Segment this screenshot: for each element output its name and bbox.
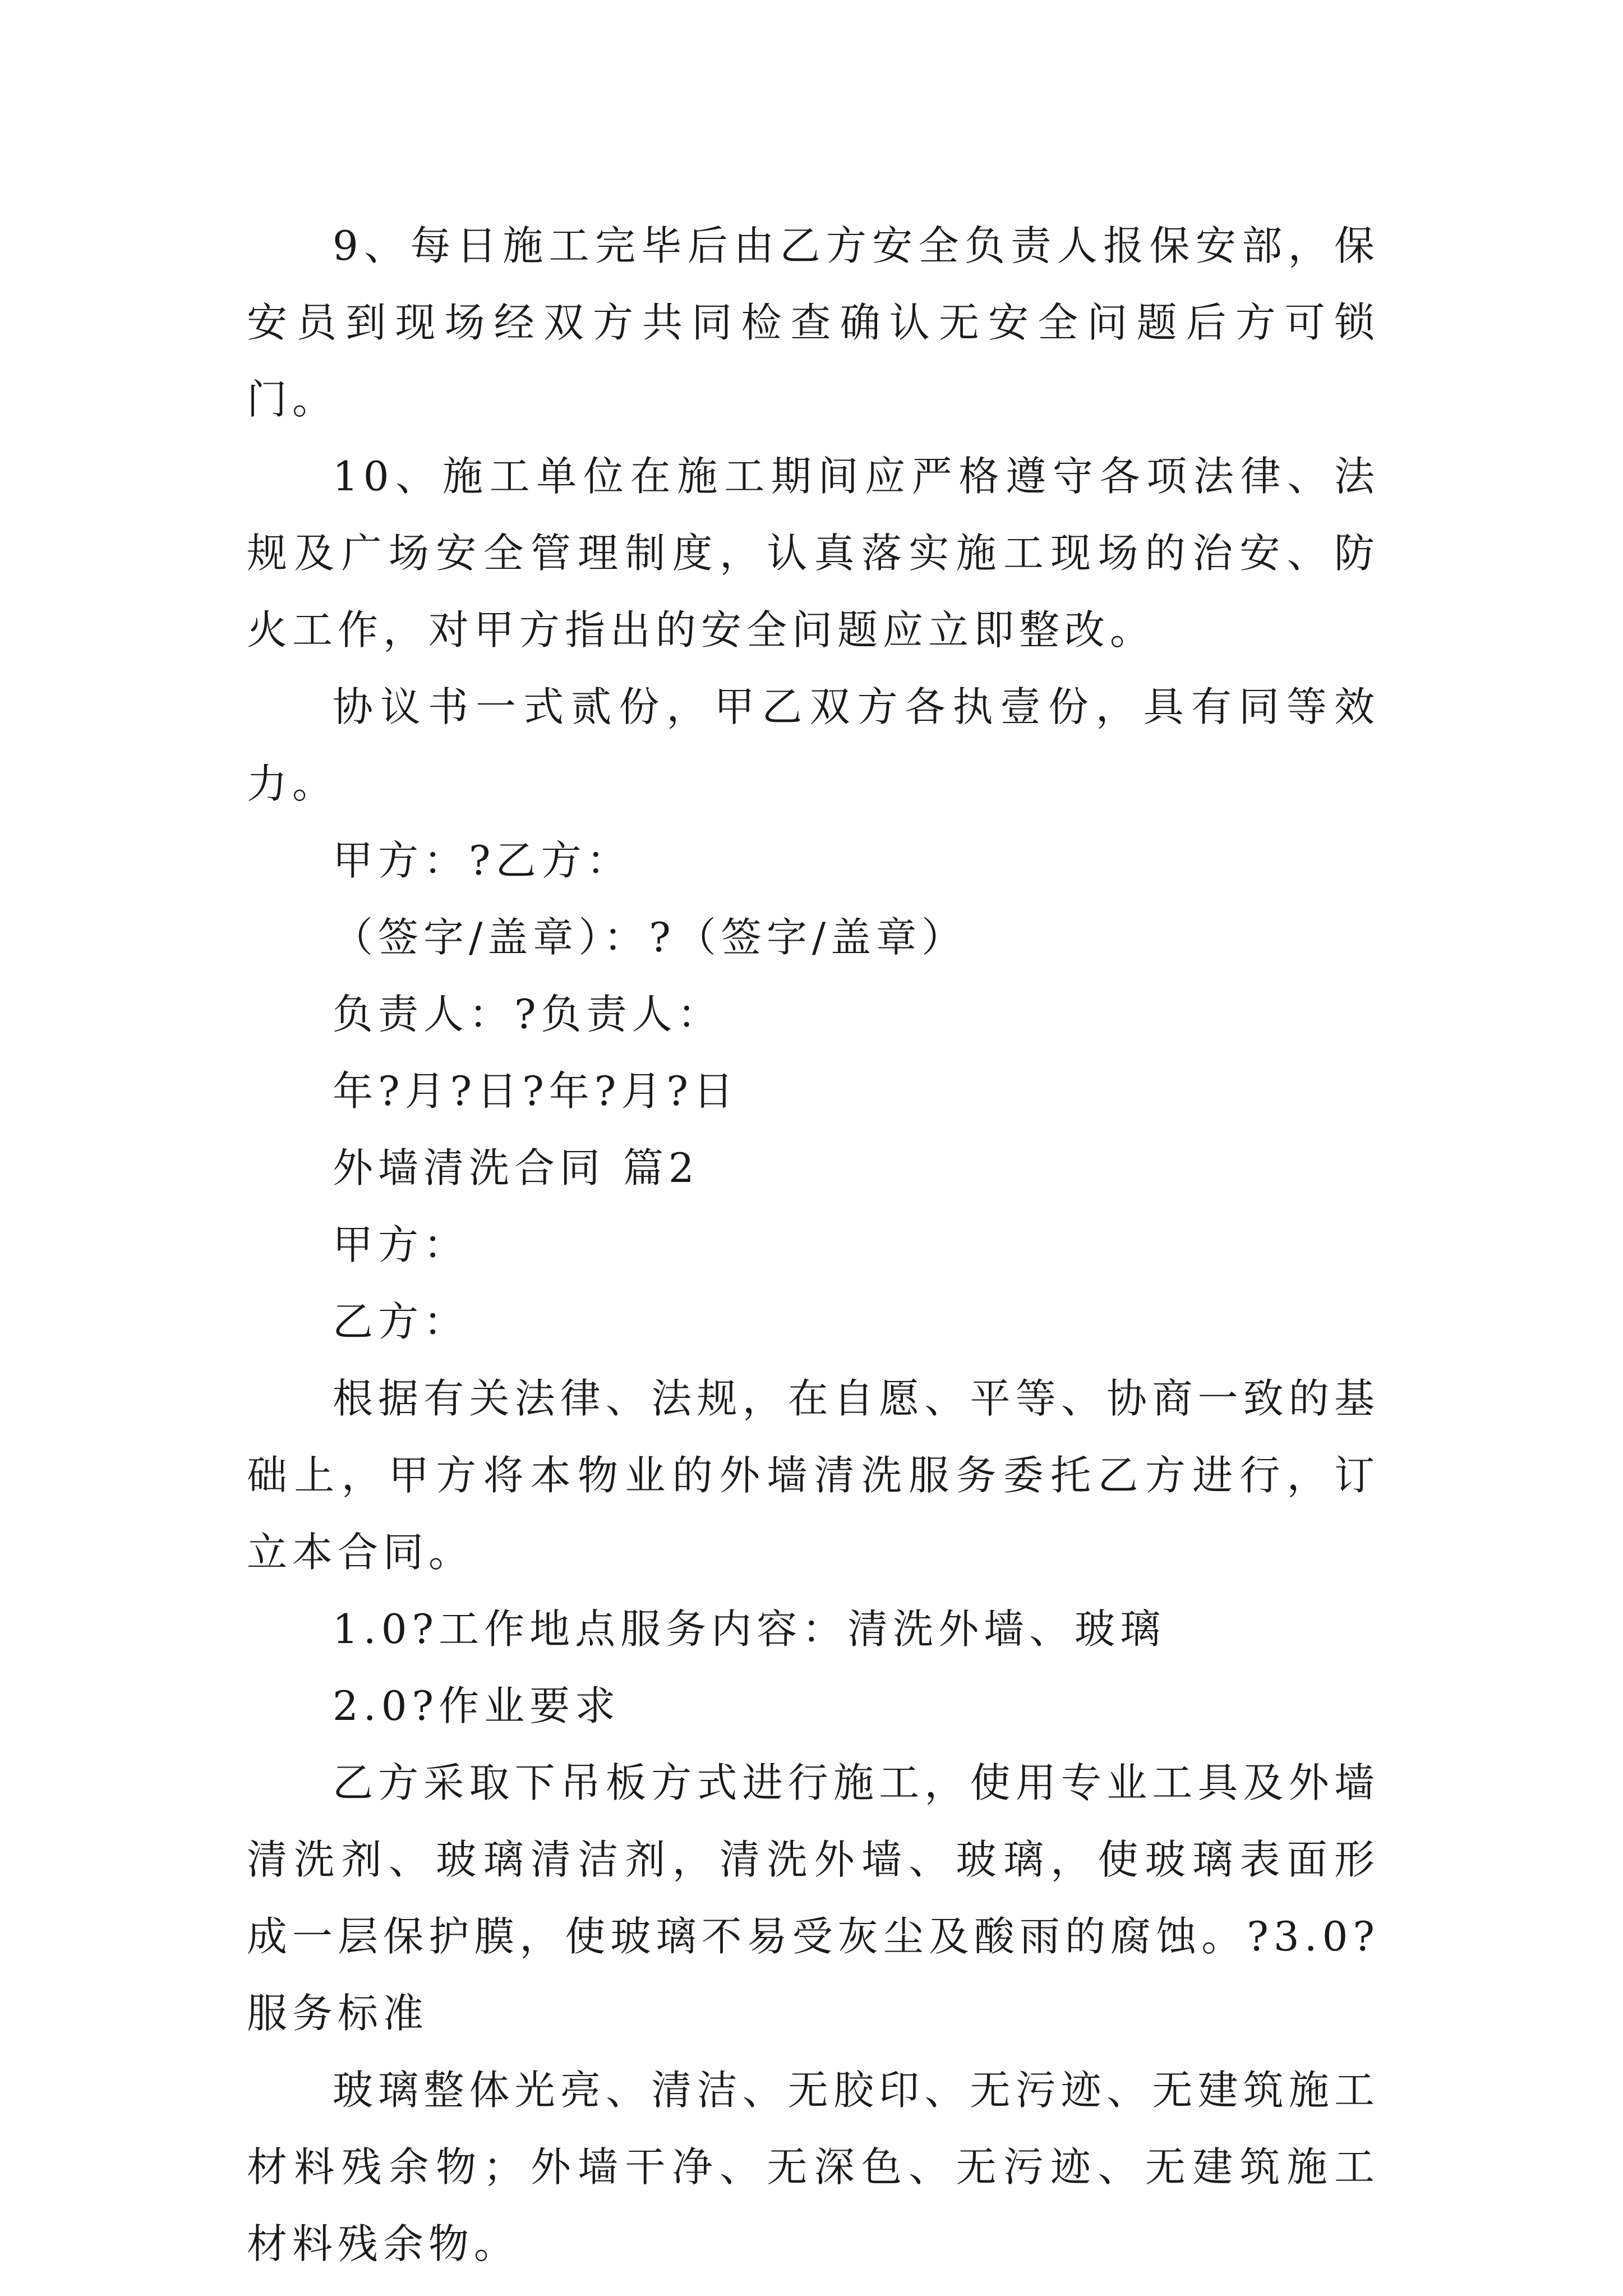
party-b-label: 乙方： bbox=[333, 1298, 469, 1345]
copies-statement: 协议书一式贰份，甲乙双方各执壹份，具有同等效力。 bbox=[247, 683, 1380, 807]
service-standard: 玻璃整体光亮、清洁、无胶印、无污迹、无建筑施工材料残余物；外墙干净、无深色、无污迹、无建筑施工材料残余物。 bbox=[247, 2067, 1380, 2267]
clause-9: 9、每日施工完毕后由乙方安全负责人报保安部，保安员到现场经双方共同检查确认无安全问题后方可锁门。 bbox=[247, 222, 1380, 423]
responsible-person-line: 负责人：?负责人： bbox=[333, 991, 723, 1038]
contract-title: 外墙清洗合同 篇2 bbox=[333, 1144, 699, 1191]
signature-line: （签字/盖章）：?（签字/盖章） bbox=[333, 914, 967, 961]
document-body bbox=[247, 208, 1380, 2283]
preamble: 根据有关法律、法规，在自愿、平等、协商一致的基础上，甲方将本物业的外墙清洗服务委托乙方进行，订立本合同。 bbox=[247, 1375, 1380, 1576]
date-line: 年?月?日?年?月?日 bbox=[333, 1068, 739, 1115]
clause-10: 10、施工单位在施工期间应严格遵守各项法律、法规及广场安全管理制度，认真落实施工现场的治安、防火工作，对甲方指出的安全问题应立即整改。 bbox=[247, 453, 1380, 654]
party-a-label: 甲方： bbox=[333, 1221, 469, 1268]
work-method: 乙方采取下吊板方式进行施工，使用专业工具及外墙清洗剂、玻璃清洁剂，清洗外墙、玻璃，使玻璃表面形成一层保护膜，使玻璃不易受灰尘及酸雨的腐蚀。?3.0?服务标准 bbox=[247, 1759, 1380, 2037]
section-1-0: 1.0?工作地点服务内容：清洗外墙、玻璃 bbox=[333, 1605, 1166, 1653]
party-labels: 甲方：?乙方： bbox=[333, 837, 632, 884]
section-2-0: 2.0?作业要求 bbox=[333, 1682, 621, 1729]
